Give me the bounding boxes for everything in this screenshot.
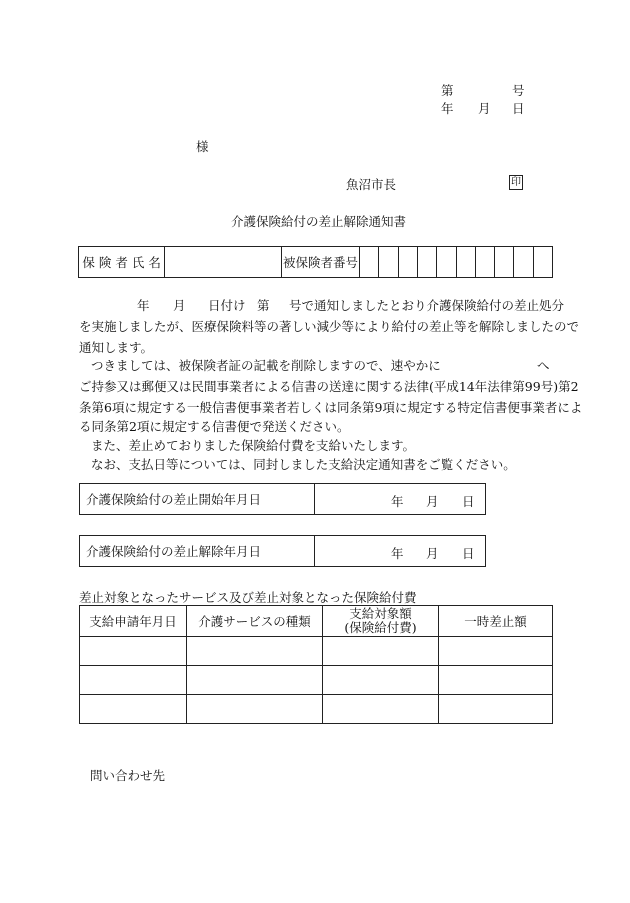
insured-name-field[interactable] <box>165 247 282 278</box>
cell-application-date[interactable] <box>80 666 187 695</box>
insured-number-label: 被保険者番号 <box>281 247 359 278</box>
table-row <box>80 637 553 666</box>
cell-application-date[interactable] <box>80 695 187 724</box>
suspension-start-table <box>79 483 486 515</box>
doc-number-prefix: 第 <box>441 83 454 98</box>
cell-suspended-amount[interactable] <box>439 637 553 666</box>
insured-number-digit[interactable] <box>533 247 552 278</box>
body-p2-line1-end: へ <box>537 358 550 373</box>
body-p2-line1: つきましては、被保険者証の記載を削除しますので、速やかに <box>91 358 441 373</box>
body-p1-line2: を実施しましたが、医療保険料等の著しい減少等により給付の差止等を解除しましたので <box>79 319 580 334</box>
cell-eligible-amount[interactable] <box>323 666 439 695</box>
table-row <box>80 666 553 695</box>
header-service-type: 介護サービスの種類 <box>187 606 323 637</box>
cell-suspended-amount[interactable] <box>439 695 553 724</box>
services-table <box>79 605 553 724</box>
insured-number-digit[interactable] <box>379 247 398 278</box>
insured-number-digit[interactable] <box>398 247 417 278</box>
header-eligible-amount-line1: 支給対象額 <box>349 606 412 621</box>
seal-mark: 印 <box>511 177 521 188</box>
cell-service-type[interactable] <box>187 695 323 724</box>
body-p2-line2: ご持参又は郵便又は民間事業者による信書の送達に関する法律(平成14年法律第99号)第2 <box>79 379 579 394</box>
insured-info-table <box>78 246 553 278</box>
insured-number-digit[interactable] <box>456 247 475 278</box>
table-row <box>80 695 553 724</box>
suspension-release-date-field[interactable] <box>315 536 486 567</box>
body-p1-line3: 通知します。 <box>79 340 154 355</box>
body-p1-no: 第 <box>257 298 270 313</box>
header-eligible-amount-line2: (保険給付費) <box>344 620 417 635</box>
body-p4: なお、支払日等については、同封しました支給決定通知書をご覧ください。 <box>91 457 516 472</box>
start-month: 月 <box>426 494 439 509</box>
cell-eligible-amount[interactable] <box>323 695 439 724</box>
doc-number-suffix: 号 <box>512 83 525 98</box>
body-p3: また、差止めておりました保険給付費を支給いたします。 <box>91 438 416 453</box>
insured-number-digit[interactable] <box>437 247 456 278</box>
cell-eligible-amount[interactable] <box>323 637 439 666</box>
suspension-release-label: 介護保険給付の差止解除年月日 <box>80 536 315 567</box>
recipient-suffix: 様 <box>196 139 209 154</box>
start-day: 日 <box>462 494 475 509</box>
release-month: 月 <box>426 546 439 561</box>
sender-title: 魚沼市長 <box>346 177 397 192</box>
insured-number-digit[interactable] <box>360 247 379 278</box>
release-year: 年 <box>391 546 404 561</box>
suspension-release-table <box>79 535 486 567</box>
date-day: 日 <box>512 101 525 116</box>
insured-number-digit[interactable] <box>475 247 494 278</box>
suspension-start-date-field[interactable] <box>315 484 486 515</box>
suspension-start-label: 介護保険給付の差止開始年月日 <box>80 484 315 515</box>
cell-service-type[interactable] <box>187 666 323 695</box>
start-year: 年 <box>391 494 404 509</box>
document-title: 介護保険給付の差止解除通知書 <box>231 214 407 229</box>
header-eligible-amount <box>323 606 439 637</box>
body-p2-line3: 条第6項に規定する一般信書便事業者若しくは同条第9項に規定する特定信書便事業者によ <box>79 400 583 415</box>
cell-suspended-amount[interactable] <box>439 666 553 695</box>
insured-number-digit[interactable] <box>514 247 533 278</box>
services-caption: 差止対象となったサービス及び差止対象となった保険給付費 <box>79 590 417 605</box>
date-month: 月 <box>478 101 491 116</box>
header-suspended-amount: 一時差止額 <box>439 606 553 637</box>
insured-number-digit[interactable] <box>495 247 514 278</box>
cell-application-date[interactable] <box>80 637 187 666</box>
body-p2-line4: る同条第2項に規定する信書便で発送ください。 <box>79 419 350 434</box>
body-p1-dated: 日付け <box>208 298 246 313</box>
cell-service-type[interactable] <box>187 637 323 666</box>
header-application-date: 支給申請年月日 <box>80 606 187 637</box>
insured-name-label: 保 険 者 氏 名 <box>79 247 165 278</box>
release-day: 日 <box>462 546 475 561</box>
body-p1-year: 年 <box>137 298 150 313</box>
body-p1-rest: 号で通知しましたとおり介護保険給付の差止処分 <box>289 298 565 313</box>
contact-label: 問い合わせ先 <box>90 768 166 783</box>
insured-number-digit[interactable] <box>417 247 436 278</box>
date-year: 年 <box>441 101 454 116</box>
body-p1-month: 月 <box>173 298 186 313</box>
